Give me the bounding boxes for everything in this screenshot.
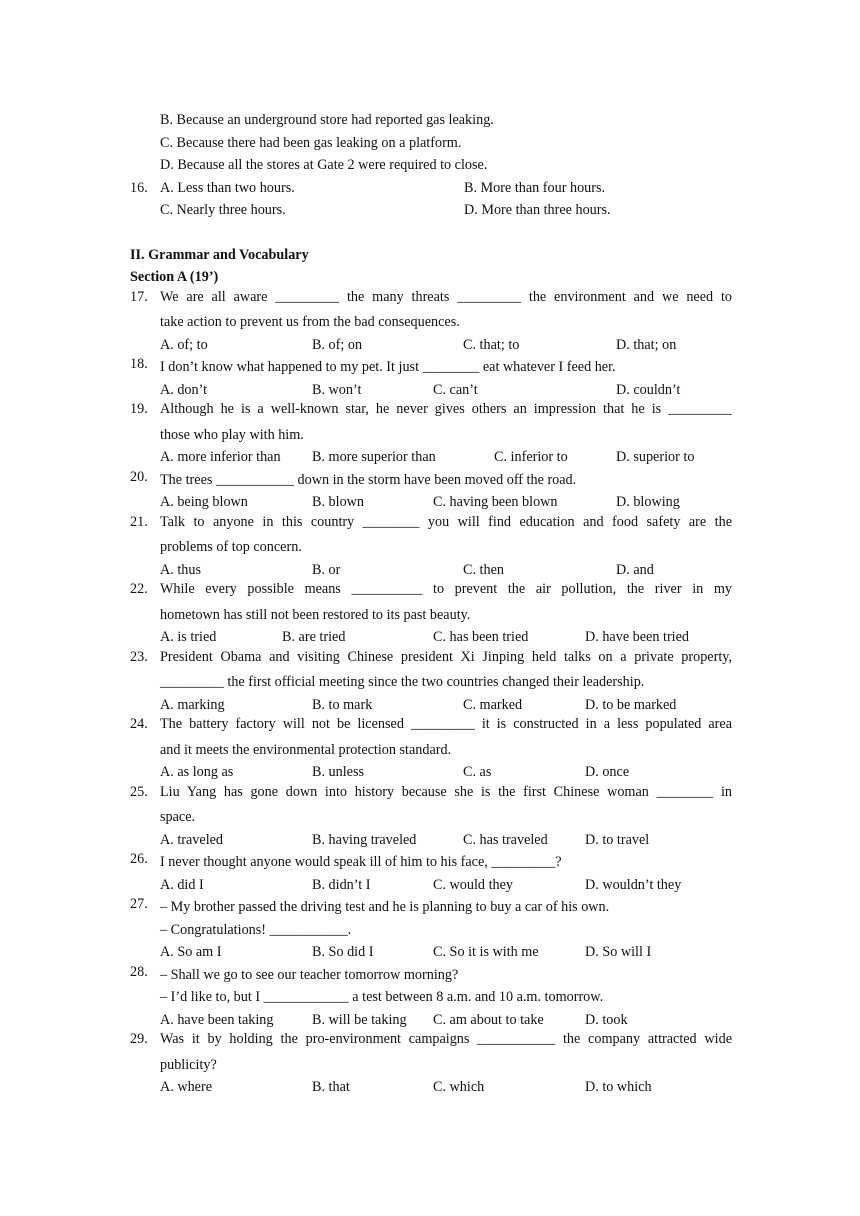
question-number: 29.: [130, 1031, 148, 1047]
answer-option-b: B. to mark: [312, 696, 373, 713]
question-stem-text: _________ the first official meeting since the two countries changed their leadership.: [160, 674, 645, 690]
question-stem-text: While every possible means __________ to prevent the air pollution, the river in my: [160, 581, 732, 597]
question-number: 26.: [130, 851, 148, 867]
question-line: [130, 536, 732, 559]
answer-option-c: C. inferior to: [494, 449, 568, 465]
question-number: [130, 739, 160, 762]
answer-option-d: D. to which: [585, 1079, 652, 1095]
question-list: [130, 289, 732, 1099]
question-line: [130, 514, 732, 537]
question-line: [130, 649, 732, 672]
question-stem-text: those who play with him.: [160, 426, 304, 443]
question-stem-text: I don’t know what happened to my pet. It just ________ eat whatever I feed her.: [160, 359, 616, 375]
question-number: [130, 919, 160, 942]
question-line: [130, 986, 732, 1009]
question-17: [130, 289, 732, 357]
question-stem-text: We are all aware _________ the many threats _________ the environment and we need to: [160, 288, 732, 305]
answer-option-b: B. of; on: [312, 336, 363, 353]
answer-option-b: B. will be taking: [312, 1011, 407, 1028]
question-line: [130, 581, 732, 604]
question-line: [130, 739, 732, 762]
q16-option-d: D. More than three hours.: [464, 202, 611, 218]
q16-option-b: B. More than four hours.: [464, 179, 606, 196]
question-line: [130, 851, 732, 874]
question-stem-text: take action to prevent us from the bad consequences.: [160, 314, 460, 330]
answer-option-d: D. took: [585, 1011, 628, 1028]
answer-option-b: B. are tried: [282, 629, 346, 645]
answer-option-c: C. having been blown: [433, 494, 558, 510]
q16-option-c: C. Nearly three hours.: [160, 202, 286, 218]
answer-option-b: B. blown: [312, 494, 365, 510]
question-line: [130, 424, 732, 447]
question-number: 28.: [130, 963, 148, 980]
answer-option-a: A. did I: [160, 876, 204, 893]
question-22: [130, 581, 732, 649]
answer-options: [160, 694, 732, 717]
question-stem-text: – My brother passed the driving test and he is planning to buy a car of his own.: [160, 899, 610, 915]
question-line: [130, 1031, 732, 1054]
question-25: [130, 784, 732, 852]
answer-option-b: B. having traveled: [312, 831, 417, 848]
question-line: [130, 356, 732, 379]
question-number: 18.: [130, 356, 148, 372]
answer-option-c: C. So it is with me: [433, 944, 539, 960]
answer-options: [160, 379, 732, 402]
answer-options: [160, 1009, 732, 1032]
answer-option-a: A. So am I: [160, 944, 222, 960]
question-stem-text: The battery factory will not be licensed _________ it is constructed in a less populated area: [160, 716, 732, 732]
question-stem-text: – Shall we go to see our teacher tomorrow morning?: [160, 966, 459, 983]
answer-options: [160, 491, 732, 514]
question-number: [130, 806, 160, 829]
answer-option-b: B. or: [312, 561, 341, 578]
question-line: [130, 671, 732, 694]
question-21: [130, 514, 732, 582]
answer-option-c: C. am about to take: [433, 1011, 544, 1028]
answer-option-b: B. won’t: [312, 381, 362, 398]
question-number: 21.: [130, 513, 148, 530]
exam-content: [130, 109, 732, 1099]
question-26: [130, 851, 732, 896]
answer-option-d: D. to travel: [585, 831, 650, 848]
question-29: [130, 1031, 732, 1099]
question-line: [130, 964, 732, 987]
question-stem-text: The trees ___________ down in the storm have been moved off the road.: [160, 471, 577, 488]
question-number: [130, 604, 160, 627]
answer-options: [160, 1076, 732, 1099]
answer-option-c: C. marked: [463, 696, 523, 713]
question-stem-text: Talk to anyone in this country ________ you will find education and food safety are the: [160, 513, 732, 530]
answer-option-c: C. which: [433, 1079, 485, 1095]
question-stem-text: Although he is a well-known star, he never gives others an impression that he is _________: [160, 401, 732, 417]
question-number: 25.: [130, 783, 148, 800]
answer-options: [160, 941, 732, 964]
answer-option-d: D. once: [585, 764, 630, 780]
question-line: [130, 806, 732, 829]
question-line: [130, 784, 732, 807]
question-28: [130, 964, 732, 1032]
answer-option-c: C. would they: [433, 876, 513, 893]
answer-option-c: C. as: [463, 764, 492, 780]
question-stem-text: space.: [160, 809, 196, 825]
answer-option-c: C. that; to: [463, 336, 520, 353]
question-stem-text: problems of top concern.: [160, 539, 302, 555]
answer-option-a: A. being blown: [160, 494, 248, 510]
answer-option-c: C. has traveled: [463, 831, 548, 848]
answer-options: [160, 626, 732, 649]
answer-option-c: C. then: [463, 561, 504, 578]
answer-options: [160, 874, 732, 897]
question-line: [130, 896, 732, 919]
question-stem-text: publicity?: [160, 1056, 217, 1073]
question-19: [130, 401, 732, 469]
answer-option-b: B. that: [312, 1079, 350, 1095]
answer-option-a: A. where: [160, 1079, 212, 1095]
answer-option-c: C. can’t: [433, 381, 478, 398]
question-number: 16.: [130, 179, 148, 196]
question-18: [130, 356, 732, 401]
question-number: 22.: [130, 581, 148, 597]
answer-option-d: D. wouldn’t they: [585, 876, 682, 893]
q15-option-b: B. Because an underground store had reported gas leaking.: [160, 112, 494, 128]
answer-option-d: D. blowing: [616, 494, 680, 510]
answer-option-a: A. is tried: [160, 629, 217, 645]
question-line: [130, 311, 732, 334]
question-stem-text: President Obama and visiting Chinese president Xi Jinping held talks on a private property,: [160, 648, 732, 665]
question-stem-text: I never thought anyone would speak ill of him to his face, _________?: [160, 854, 562, 870]
question-stem-text: Liu Yang has gone down into history because she is the first Chinese woman ________ in: [160, 783, 732, 800]
question-stem-text: Was it by holding the pro-environment campaigns ___________ the company attracted wide: [160, 1031, 732, 1047]
answer-option-b: B. unless: [312, 764, 365, 780]
question-line: [130, 1054, 732, 1077]
question-line: [130, 604, 732, 627]
answer-option-c: C. has been tried: [433, 629, 529, 645]
question-line: [130, 469, 732, 492]
answer-option-a: A. marking: [160, 696, 225, 713]
question-number: 24.: [130, 716, 148, 732]
q16-options-row-1: [130, 177, 732, 200]
answer-options: [160, 559, 732, 582]
answer-option-a: A. don’t: [160, 381, 208, 398]
question-number: [130, 986, 160, 1009]
question-20: [130, 469, 732, 514]
question-line: [130, 716, 732, 739]
question-number: [130, 1054, 160, 1077]
question-stem-text: – Congratulations! ___________.: [160, 921, 352, 938]
question-stem-text: – I’d like to, but I ____________ a test between 8 a.m. and 10 a.m. tomorrow.: [160, 989, 604, 1005]
answer-option-d: D. to be marked: [585, 696, 677, 713]
q15-option-c: C. Because there had been gas leaking on a platform.: [160, 134, 462, 151]
answer-option-b: B. didn’t I: [312, 876, 371, 893]
answer-option-a: A. of; to: [160, 336, 208, 353]
spacer: [130, 222, 732, 244]
answer-option-b: B. more superior than: [312, 449, 436, 465]
question-number: 19.: [130, 401, 148, 417]
answer-option-a: A. more inferior than: [160, 449, 281, 465]
answer-option-d: D. couldn’t: [616, 381, 681, 398]
question-23: [130, 649, 732, 717]
answer-option-d: D. So will I: [585, 944, 652, 960]
question-stem-text: hometown has still not been restored to its past beauty.: [160, 606, 471, 623]
answer-option-b: B. So did I: [312, 944, 374, 960]
answer-options: [160, 334, 732, 357]
answer-option-d: D. that; on: [616, 336, 677, 353]
question-line: [130, 289, 732, 312]
question-number: 17.: [130, 288, 148, 305]
answer-options: [160, 761, 732, 784]
answer-option-a: A. thus: [160, 561, 201, 578]
answer-option-d: D. superior to: [616, 449, 695, 465]
question-number: 27.: [130, 896, 148, 912]
q16-option-a: A. Less than two hours.: [160, 179, 295, 196]
q16-options-row-2: [130, 199, 732, 222]
section-title: II. Grammar and Vocabulary: [130, 246, 309, 263]
answer-option-d: D. and: [616, 561, 654, 578]
question-24: [130, 716, 732, 784]
q15-option-d: D. Because all the stores at Gate 2 were required to close.: [160, 157, 488, 173]
question-number: 23.: [130, 648, 148, 665]
question-27: [130, 896, 732, 964]
answer-option-a: A. have been taking: [160, 1011, 274, 1028]
question-number: [130, 536, 160, 559]
question-line: [130, 401, 732, 424]
question-number: [130, 671, 160, 694]
answer-options: [160, 446, 732, 469]
answer-option-a: A. traveled: [160, 831, 224, 848]
question-number: 20.: [130, 468, 148, 485]
question-number: [130, 311, 160, 334]
answer-options: [160, 829, 732, 852]
answer-option-a: A. as long as: [160, 764, 234, 780]
answer-option-d: D. have been tried: [585, 629, 689, 645]
question-stem-text: and it meets the environmental protection standard.: [160, 741, 452, 758]
question-number: [130, 424, 160, 447]
question-line: [130, 919, 732, 942]
section-a-title: Section A (19’): [130, 269, 219, 285]
